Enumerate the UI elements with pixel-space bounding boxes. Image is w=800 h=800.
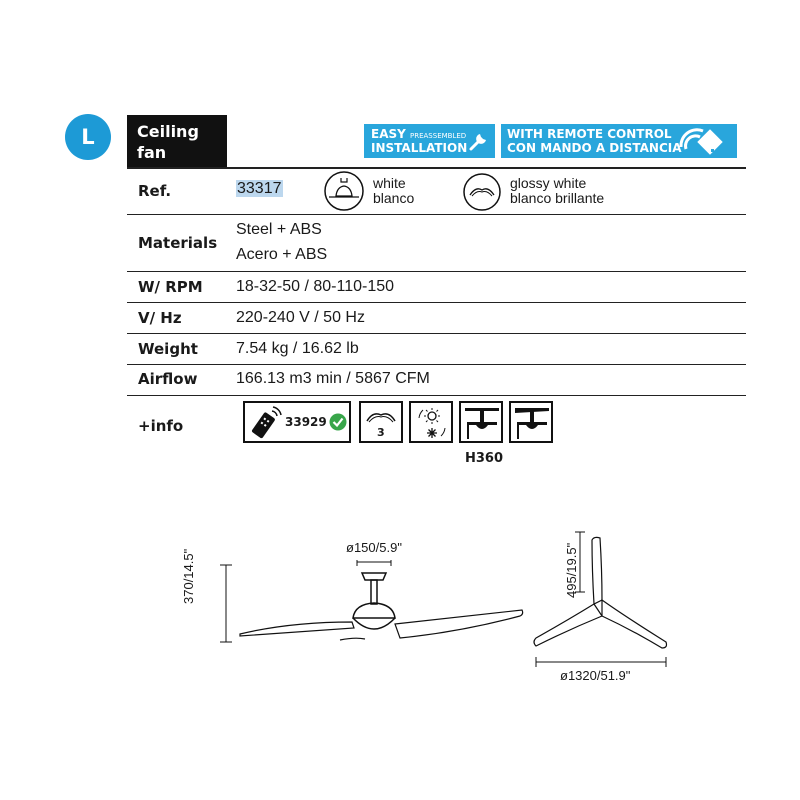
- height-dim: 370/14.5": [181, 548, 196, 604]
- row-divider: [127, 214, 746, 215]
- installation-label: INSTALLATION: [371, 141, 468, 155]
- ref-label: Ref.: [138, 182, 172, 200]
- wrpm-value: 18-32-50 / 80-110-150: [236, 278, 395, 295]
- wrench-icon: [467, 129, 491, 153]
- row-divider: [127, 271, 746, 272]
- wifi-remote-icon: [671, 125, 733, 158]
- info-label: +info: [138, 417, 184, 435]
- blade-length-dim: 495/19.5": [564, 542, 579, 598]
- sloped-mount-tile: [509, 401, 553, 443]
- row-divider: [127, 364, 746, 365]
- sloped-mount-icon: [513, 405, 551, 441]
- color-glossy-es: blanco brillante: [510, 190, 605, 206]
- preassembled-label: PREASSEMBLED: [410, 132, 467, 140]
- ceiling-mount-icon: [463, 405, 501, 441]
- remote-label-es: CON MANDO A DISTANCIA: [507, 141, 682, 155]
- fan-top-view-drawing: [528, 530, 673, 670]
- wrpm-label: W/ RPM: [138, 278, 203, 296]
- blades-tile: [359, 401, 403, 443]
- ref-value: [236, 180, 283, 198]
- product-title: [127, 115, 227, 167]
- color-white: [373, 176, 414, 206]
- h360-label: H360: [465, 451, 504, 466]
- canopy-diameter-dim: ø150/5.9": [346, 540, 402, 555]
- color-glossy-white: [510, 176, 604, 206]
- weight-label: Weight: [138, 340, 198, 358]
- row-divider: [127, 333, 746, 334]
- materials-es: Acero + ABS: [236, 246, 328, 263]
- remote-label-en: WITH REMOTE CONTROL: [507, 127, 672, 141]
- blade-icon: [462, 172, 502, 212]
- blades-count: 3: [377, 426, 385, 439]
- size-badge: L: [65, 114, 111, 160]
- summer-winter-tile: [409, 401, 453, 443]
- ceiling-mount-tile: [459, 401, 503, 443]
- remote-control-badge: [501, 124, 737, 158]
- row-divider: [127, 302, 746, 303]
- title-line2: fan: [137, 143, 167, 162]
- vhz-label: V/ Hz: [138, 309, 182, 327]
- vhz-value: 220-240 V / 50 Hz: [236, 309, 365, 326]
- easy-label: EASY: [371, 127, 406, 141]
- span-diameter-dim: ø1320/51.9": [560, 668, 631, 683]
- row-divider: [127, 395, 746, 396]
- row-divider: [127, 167, 746, 169]
- remote-code: 33929: [285, 415, 327, 429]
- fan-side-view-drawing: [190, 560, 540, 650]
- title-line1: Ceiling: [137, 122, 199, 141]
- summer-winter-icon: [413, 404, 451, 442]
- remote-accessory-tile: [243, 401, 351, 443]
- lamp-body-icon: [323, 170, 365, 212]
- weight-value: 7.54 kg / 16.62 lb: [236, 340, 359, 357]
- remote-control-icon: [248, 405, 284, 441]
- color-white-en: white: [373, 175, 406, 191]
- materials-label: Materials: [138, 234, 218, 252]
- check-icon: [329, 413, 347, 431]
- color-white-es: blanco: [373, 190, 415, 206]
- airflow-label: Airflow: [138, 370, 198, 388]
- easy-installation-badge: [364, 124, 495, 158]
- blades-icon: [363, 405, 399, 427]
- color-glossy-en: glossy white: [510, 175, 587, 191]
- airflow-value: 166.13 m3 min / 5867 CFM: [236, 370, 430, 387]
- materials-en: Steel + ABS: [236, 221, 322, 238]
- ref-number: 33317: [237, 180, 282, 197]
